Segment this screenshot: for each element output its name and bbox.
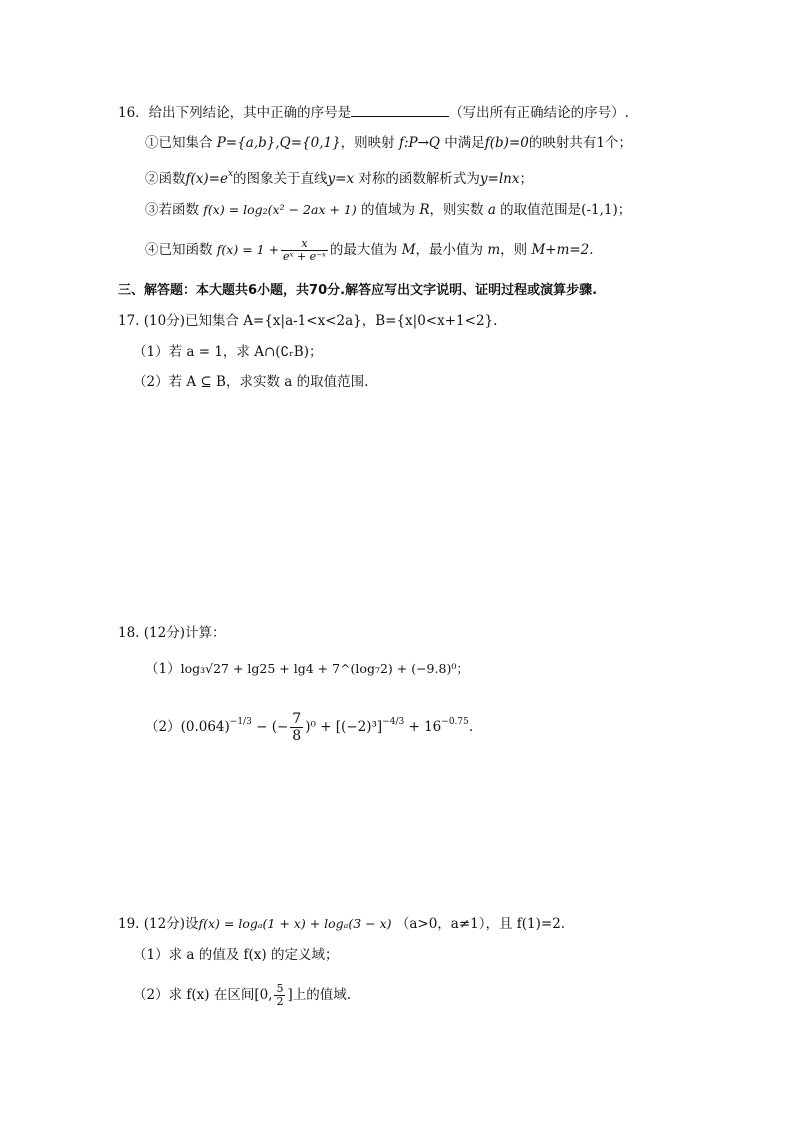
item2-text-a: ②函数 [145,171,186,187]
item4-fraction [281,238,328,263]
q18-term-2a: − (− [251,719,289,735]
item1-text-e: 中满足 [444,135,485,151]
item4-text-b: 的最大值为 [329,242,398,258]
item1-sets: P={a,b},Q={0,1} [216,135,341,151]
item3-text-a: ③若函数 [145,202,199,218]
q16-stem [118,103,629,123]
q19-stem-a: 19. (12分)设 [118,916,199,932]
item4-text-a: ④已知函数 [145,242,213,258]
q18-part-1 [145,659,469,679]
q16-item-4 [145,236,594,264]
item2-answer: y=lnx [479,171,520,187]
q19-numerator: 5 [276,982,284,995]
q16-item-1 [145,133,632,153]
q19-formula: f(x) = logₐ(1 + x) + logₐ(3 − x) [198,916,392,931]
answer-blank[interactable] [351,104,449,117]
q18-fraction [290,711,303,744]
item3-text-f: 的取值范围是(-1,1)； [500,202,632,218]
q19-part-2-a: （2）求 f(x) 在区间 [133,987,255,1003]
q19-part-1: （1）求 a 的值及 f(x) 的定义域； [133,947,339,963]
q19-stem [118,914,565,934]
q18-term-3: )⁰ + [(−2)³] [305,719,383,735]
item3-text-d: ，则实数 [429,202,484,218]
q18-part-1-expr: log₃√27 + lg25 + lg4 + 7^(log₇2) + (−9.8)⁰； [180,661,469,676]
item3-formula: f(x) = log₂(x² − 2ax + 1) [203,202,357,217]
section-heading: 三、解答题：本大题共6小题，共70分.解答应写出文字说明、证明过程或演算步骤. [118,283,598,298]
q17-part-1: （1）若 a = 1，求 A∩(∁ᵣB)； [133,344,323,360]
q18-exp-2: −4/3 [382,717,405,727]
q19-interval-left: [0, [254,987,273,1003]
q16-item-3 [145,200,631,220]
q19-part-2-b: 上的值域. [292,987,352,1003]
item2-text-g: ； [519,171,533,187]
item4-result: M+m=2. [531,242,594,258]
item1-text-g: 的映射共有1个； [528,135,632,151]
item4-numerator: x [281,238,328,251]
q18-numerator: 7 [292,711,302,727]
item1-text-a: ①已知集合 [145,135,213,151]
q18-exp-3: −0.75 [441,717,469,727]
item1-cond: f(b)=0 [484,135,529,151]
item1-text-c: ，则映射 [340,135,395,151]
q18-end: . [468,719,474,735]
item3-text-b: 的值域为 [361,202,416,218]
q19-interval-right: ] [287,987,293,1003]
q17-stem: 17. (10分)已知集合 A={x|a-1<x<2a}，B={x|0<x+1<2}. [118,313,498,329]
item2-line: y=x [327,171,355,187]
q17-part-2: （2）若 A ⊆ B，求实数 a 的取值范围. [133,374,369,390]
item4-text-d: ，最小值为 [415,242,484,258]
q19-denominator: 2 [276,995,284,1008]
q18-part-1-label: （1） [145,661,181,677]
q18-denominator: 8 [292,728,302,744]
q18-base-1: (0.064) [180,719,230,735]
q18-part-2 [145,705,473,744]
q18-part-2-label: （2） [145,719,181,735]
q19-stem-b: （a>0，a≠1），且 f(1)=2. [395,916,566,932]
item4-min: m [487,242,501,258]
item4-text-f: ，则 [500,242,528,258]
q18-term-4: + 16 [404,719,442,735]
item4-formula-lhs: f(x) = 1 + [216,242,280,257]
q18-exp-1: −1/3 [229,717,252,727]
item2-func: f(x)=e [185,171,228,187]
item1-map: f:P→Q [398,135,440,151]
item2-text-c: 的图象关于直线 [233,171,328,187]
q19-fraction [274,983,285,1008]
item3-range: R [419,202,430,218]
q16-item-2 [145,164,533,189]
item4-denominator: eˣ + e⁻ˣ [283,250,326,263]
item2-text-e: 对称的函数解析式为 [358,171,480,187]
item2-exp: x [227,169,234,179]
q16-tail: （写出所有正确结论的序号）. [449,105,629,121]
q18-stem: 18. (12分)计算： [118,625,226,641]
q16-lead: 16．给出下列结论，其中正确的序号是 [118,105,352,121]
q19-part-2 [133,980,351,1010]
item4-max: M [401,242,416,258]
item3-var: a [487,202,496,218]
